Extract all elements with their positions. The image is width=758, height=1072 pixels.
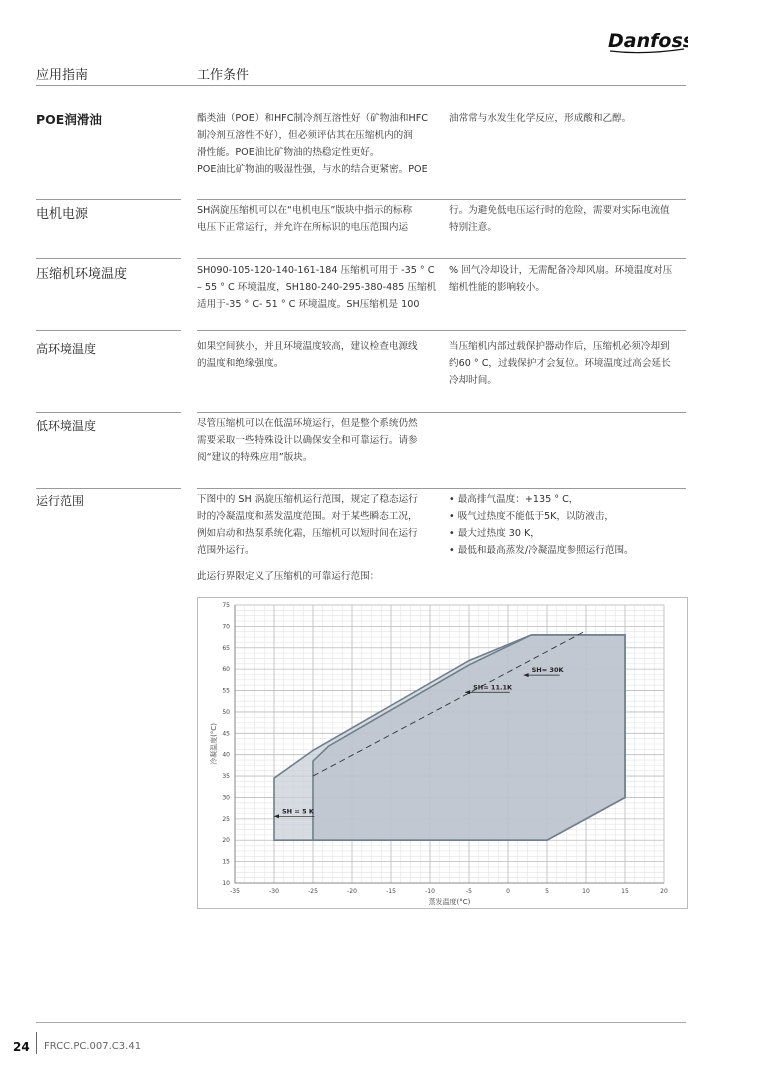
chart-svg	[198, 598, 687, 908]
motor-right-line: 特别注意。	[449, 222, 497, 233]
header-section-title: 工作条件	[197, 68, 250, 83]
poe-left-line: 制冷剂互溶性不好），但必须评估其在压缩机内的润	[197, 130, 413, 141]
header-divider	[36, 85, 686, 86]
high-left-text	[197, 338, 439, 372]
high-left-line: 如果空间狭小，并且环境温度较高，建议检查电源线	[197, 341, 418, 352]
chart-x-tick-labels	[230, 888, 668, 895]
x-tick-label: -25	[308, 888, 318, 895]
y-tick-label: 40	[222, 751, 230, 759]
motor-right-line: 行。为避免低电压运行时的危险，需要对实际电流值	[449, 205, 670, 216]
ambient-right-line: % 回气冷却设计，无需配备冷却风扇。环境温度对压	[449, 265, 673, 276]
section-title-low-ambient: 低环境温度	[36, 419, 97, 433]
divider-motor-right	[197, 199, 686, 200]
divider-range-left	[36, 488, 181, 489]
x-tick-label: -5	[466, 888, 472, 895]
motor-left-line: 电压下正常运行，并允许在所标识的电压范围内运	[197, 222, 409, 233]
range-left-line: 范围外运行。	[197, 545, 255, 556]
divider-low-left	[36, 412, 181, 413]
logo-text: Danfoss	[608, 30, 688, 52]
footer-divider	[36, 1022, 686, 1023]
x-tick-label: 10	[582, 888, 590, 895]
y-tick-label: 55	[222, 687, 230, 695]
poe-right-text	[449, 110, 689, 127]
annotation-label: SH= 11.1K	[473, 683, 513, 692]
ambient-right-line: 缩机性能的影响较小。	[449, 282, 545, 293]
document-code: FRCC.PC.007.C3.41	[44, 1041, 142, 1052]
y-tick-label: 10	[222, 880, 230, 887]
divider-high-left	[36, 330, 181, 331]
y-tick-label: 30	[222, 794, 230, 802]
operating-envelope-chart	[197, 597, 688, 909]
divider-motor-left	[36, 199, 181, 200]
section-title-operating-range: 运行范围	[36, 494, 85, 508]
y-tick-label: 75	[222, 602, 230, 609]
divider-range-right	[197, 488, 686, 489]
y-tick-label: 15	[222, 858, 230, 866]
header-guide-title: 应用指南	[36, 68, 89, 83]
ambient-left-line: SH090-105-120-140-161-184 压缩机可用于 -35 ° C	[197, 265, 435, 276]
x-tick-label: 5	[545, 888, 549, 895]
section-title-high-ambient: 高环境温度	[36, 342, 97, 356]
ambient-left-line: – 55 ° C 环境温度，SH180-240-295-380-485 压缩机	[197, 282, 437, 293]
poe-right-line: 油常常与水发生化学反应，形成酸和乙醇。	[449, 113, 632, 124]
danfoss-logo-graphic	[604, 22, 688, 56]
y-tick-label: 65	[222, 644, 230, 652]
page-number: 24	[13, 1040, 30, 1054]
footer-separator	[36, 1032, 37, 1054]
y-tick-label: 35	[222, 773, 230, 781]
x-tick-label: 15	[621, 888, 629, 895]
x-tick-label: -20	[347, 888, 357, 895]
high-right-line: 当压缩机内部过载保护器动作后，压缩机必须冷却到	[449, 341, 670, 352]
low-left-line: 阅“建议的特殊应用”版块。	[197, 452, 313, 463]
ambient-left-line: 适用于-35 ° C- 51 ° C 环境温度。SH压缩机是 100	[197, 299, 420, 310]
high-left-line: 的温度和绝缘强度。	[197, 358, 284, 369]
poe-left-line: 酯类油（POE）和HFC制冷剂互溶性好（矿物油和HFC	[197, 113, 428, 124]
bullet-item: • 最大过热度 30 K，	[449, 528, 540, 539]
poe-left-line: 滑性能。POE油比矿物油的热稳定性更好。	[197, 147, 380, 158]
annotation-label: SH= 30K	[531, 666, 564, 675]
annotation-label: SH = 5 K	[282, 807, 314, 816]
bullet-item: • 最低和最高蒸发/冷凝温度参照运行范围。	[449, 545, 634, 556]
divider-ambient-right	[197, 258, 686, 259]
y-tick-label: 25	[222, 815, 230, 823]
bullet-item: • 吸气过热度不能低于5K，以防液击，	[449, 511, 615, 522]
chart-caption: 此运行界限定义了压缩机的可靠运行范围：	[197, 571, 380, 582]
y-tick-label: 70	[222, 623, 230, 631]
y-tick-label: 45	[222, 730, 230, 738]
poe-left-line: POE油比矿物油的吸湿性强，与水的结合更紧密。POE	[197, 164, 428, 175]
motor-right-text	[449, 202, 689, 236]
range-left-line: 例如启动和热泵系统化霜，压缩机可以短时间在运行	[197, 528, 418, 539]
chart-y-tick-labels	[222, 602, 230, 887]
low-left-line: 尽管压缩机可以在低温环境运行，但是整个系统仍然	[197, 418, 418, 429]
section-title-motor: 电机电源	[36, 207, 89, 222]
high-right-text	[449, 338, 689, 389]
divider-high-right	[197, 330, 686, 331]
range-bullet-list	[449, 491, 689, 559]
y-tick-label: 60	[222, 666, 230, 674]
range-left-line: 下图中的 SH 涡旋压缩机运行范围，规定了稳态运行	[197, 494, 418, 505]
poe-left-text	[197, 110, 439, 178]
divider-ambient-left	[36, 258, 181, 259]
ambient-left-text	[197, 262, 439, 313]
x-tick-label: 20	[660, 888, 668, 895]
high-right-line: 约60 ° C，过载保护才会复位。环境温度过高会延长	[449, 358, 671, 369]
bullet-item: • 最高排气温度：+135 ° C，	[449, 494, 579, 505]
section-title-poe: POE润滑油	[36, 112, 102, 127]
y-tick-label: 50	[222, 708, 230, 716]
y-tick-label: 20	[222, 837, 230, 845]
divider-low-right	[197, 412, 686, 413]
low-left-line: 需要采取一些特殊设计以确保安全和可靠运行。请参	[197, 435, 418, 446]
high-right-line: 冷却时间。	[449, 375, 497, 386]
y-axis-label: 冷凝温度(°C)	[210, 723, 218, 765]
ambient-right-text	[449, 262, 689, 296]
section-title-ambient: 压缩机环境温度	[36, 267, 128, 282]
danfoss-logo	[604, 22, 688, 56]
range-left-line: 时的冷凝温度和蒸发温度范围。对于某些瞬态工况，	[197, 511, 418, 522]
motor-left-text	[197, 202, 439, 236]
x-tick-label: -10	[425, 888, 435, 895]
motor-left-line: SH涡旋压缩机可以在“电机电压”版块中指示的标称	[197, 205, 413, 216]
x-axis-label: 蒸发温度(°C)	[428, 898, 471, 906]
range-left-text	[197, 491, 439, 559]
x-tick-label: -35	[230, 888, 240, 895]
x-tick-label: -15	[386, 888, 396, 895]
x-tick-label: 0	[506, 888, 510, 895]
low-left-text	[197, 415, 439, 466]
x-tick-label: -30	[269, 888, 279, 895]
